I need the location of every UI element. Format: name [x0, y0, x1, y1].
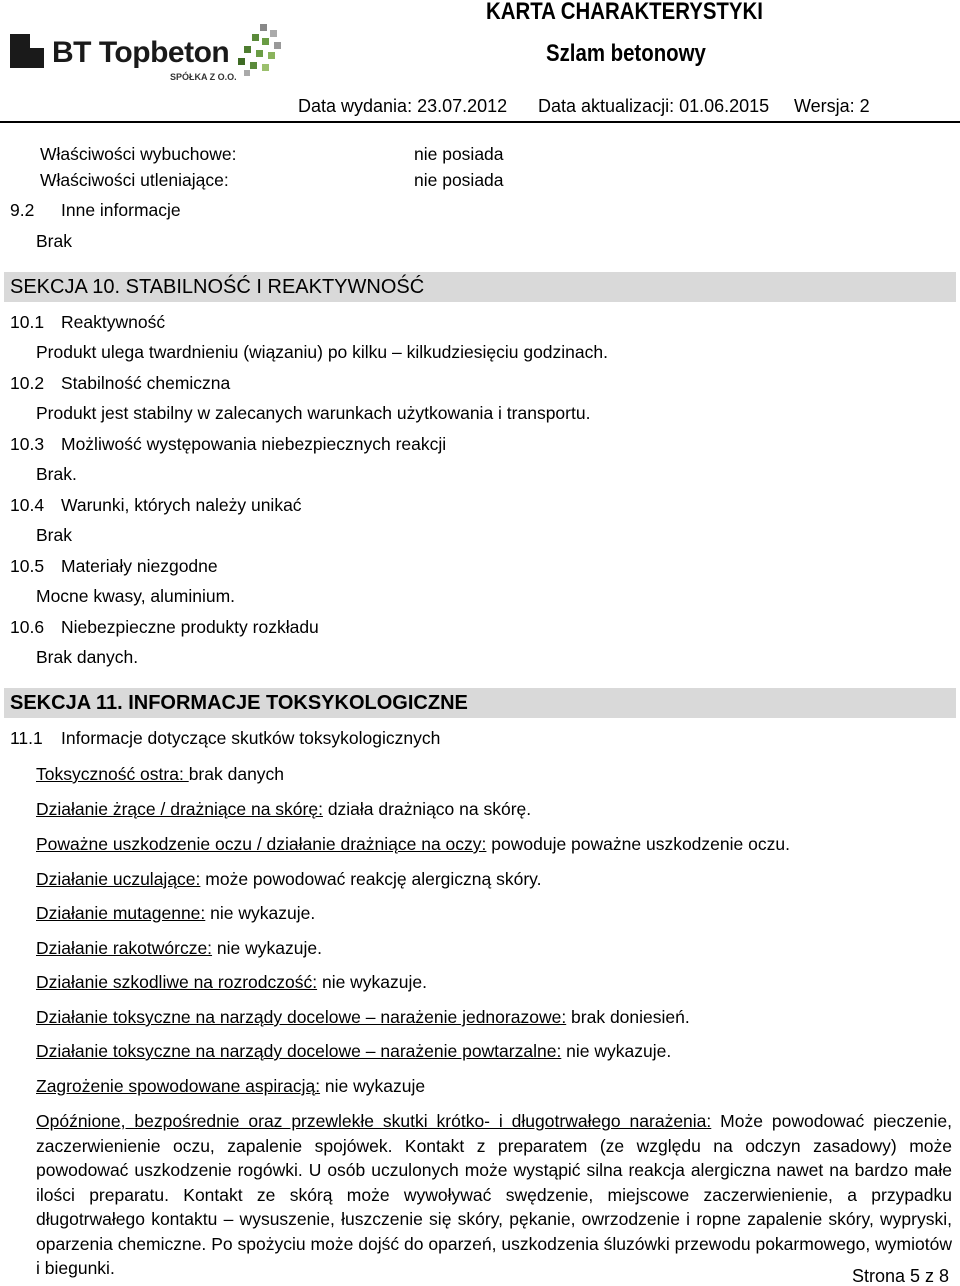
update-date: Data aktualizacji: 01.06.2015 — [538, 96, 770, 116]
tox-line-mutagenic: Działanie mutagenne: nie wykazuje. — [36, 903, 316, 923]
subsection-number: 10.2 — [10, 373, 45, 393]
tox-line-skin: Działanie żrące / drażniące na skórę: działa drażniąco na skórę. — [36, 799, 532, 819]
subsection-text: Produkt jest stabilny w zalecanych warunkach użytkowania i transportu. — [36, 403, 591, 423]
subsection-number: 10.5 — [10, 556, 45, 576]
tox-line-stot-repeated: Działanie toksyczne na narządy docelowe – narażenie powtarzalne: nie wykazuje. — [36, 1041, 672, 1061]
section-11-title: SEKCJA 11. INFORMACJE TOKSYKOLOGICZNE — [10, 692, 468, 714]
subsection-text: Produkt ulega twardnieniu (wiązaniu) po kilku – kilkudziesięciu godzinach. — [36, 342, 608, 362]
subsection-heading: Informacje dotyczące skutków toksykologicznych — [61, 728, 441, 748]
subsection-text: Brak — [36, 525, 72, 545]
logo-square-icon — [10, 34, 44, 68]
tox-line-sensitisation: Działanie uczulające: może powodować reakcję alergiczną skóry. — [36, 869, 542, 889]
tox-line-acute: Toksyczność ostra: brak danych — [36, 764, 285, 784]
tox-line-aspiration: Zagrożenie spowodowane aspiracją: nie wykazuje — [36, 1076, 426, 1096]
tox-line-carcinogenic: Działanie rakotwórcze: nie wykazuje. — [36, 938, 322, 958]
product-name: Szlam betonowy — [546, 40, 706, 67]
explosive-label: Właściwości wybuchowe: — [40, 144, 237, 164]
subsection-number: 11.1 — [10, 728, 43, 748]
subsection-text: Mocne kwasy, aluminium. — [36, 586, 236, 606]
logo-subtitle: SPÓŁKA Z O.O. — [170, 72, 237, 82]
subsection-text: Brak danych. — [36, 647, 139, 667]
tox-line-stot-single: Działanie toksyczne na narządy docelowe – narażenie jednorazowe: brak doniesień. — [36, 1007, 690, 1027]
subsection-heading: Warunki, których należy unikać — [61, 495, 302, 515]
logo-text: BT Topbeton — [52, 36, 230, 69]
subsection-heading: Reaktywność — [61, 312, 166, 332]
subsection-heading: Inne informacje — [61, 200, 181, 220]
document-title: KARTA CHARAKTERYSTYKI — [486, 0, 763, 25]
subsection-number: 9.2 — [10, 200, 35, 220]
oxidizing-value: nie posiada — [414, 170, 504, 190]
oxidizing-label: Właściwości utleniające: — [40, 170, 229, 190]
issue-date: Data wydania: 23.07.2012 — [298, 96, 508, 116]
company-logo — [10, 22, 300, 88]
subsection-heading: Stabilność chemiczna — [61, 373, 231, 393]
header-divider — [0, 121, 960, 123]
subsection-text: Brak — [36, 231, 72, 251]
page-number: Strona 5 z 8 — [852, 1266, 950, 1286]
subsection-text: Brak. — [36, 464, 77, 484]
tox-line-reproductive: Działanie szkodliwe na rozrodczość: nie wykazuje. — [36, 972, 428, 992]
subsection-number: 10.3 — [10, 434, 45, 454]
explosive-value: nie posiada — [414, 144, 504, 164]
section-10-title: SEKCJA 10. STABILNOŚĆ I REAKTYWNOŚĆ — [10, 276, 425, 298]
tox-line-eyes: Poważne uszkodzenie oczu / działanie drażniące na oczy: powoduje poważne uszkodzenie oczu. — [36, 834, 790, 854]
subsection-heading: Materiały niezgodne — [61, 556, 218, 576]
delayed-effects-paragraph: Opóźnione, bezpośrednie oraz przewlekłe skutki krótko- i długotrwałego narażenia: Może powodować pieczenie, zaczerwienienie oczu, zapalenie spojówek. Kontakt z preparatem (ze względu na odczyn zasadowy) może powodować uszkodzenie rogówki. U osób uczulonych może wystąpić silna reakcja alergiczna nawet na bardzo małe ilości preparatu. Kontakt ze skórą może wywoływać swędzenie, miejscowe zaczerwienienie, a przypadku długotrwałego kontaktu – wysuszenie, łuszczenie się skóry, pękanie, owrzodzenie i ropne zapalenie skóry, wypryski, oparzenia chemiczne. Po spożyciu może dojść do oparzeń, uszkodzenia śluzówki przewodu pokarmowego, wymiotów i biegunki. — [36, 1111, 952, 1278]
subsection-number: 10.4 — [10, 495, 45, 515]
version: Wersja: 2 — [794, 96, 870, 116]
subsection-number: 10.6 — [10, 617, 45, 637]
subsection-number: 10.1 — [10, 312, 45, 332]
logo-dots-icon — [230, 22, 290, 78]
subsection-heading: Niebezpieczne produkty rozkładu — [61, 617, 319, 637]
subsection-heading: Możliwość występowania niebezpiecznych reakcji — [61, 434, 447, 454]
